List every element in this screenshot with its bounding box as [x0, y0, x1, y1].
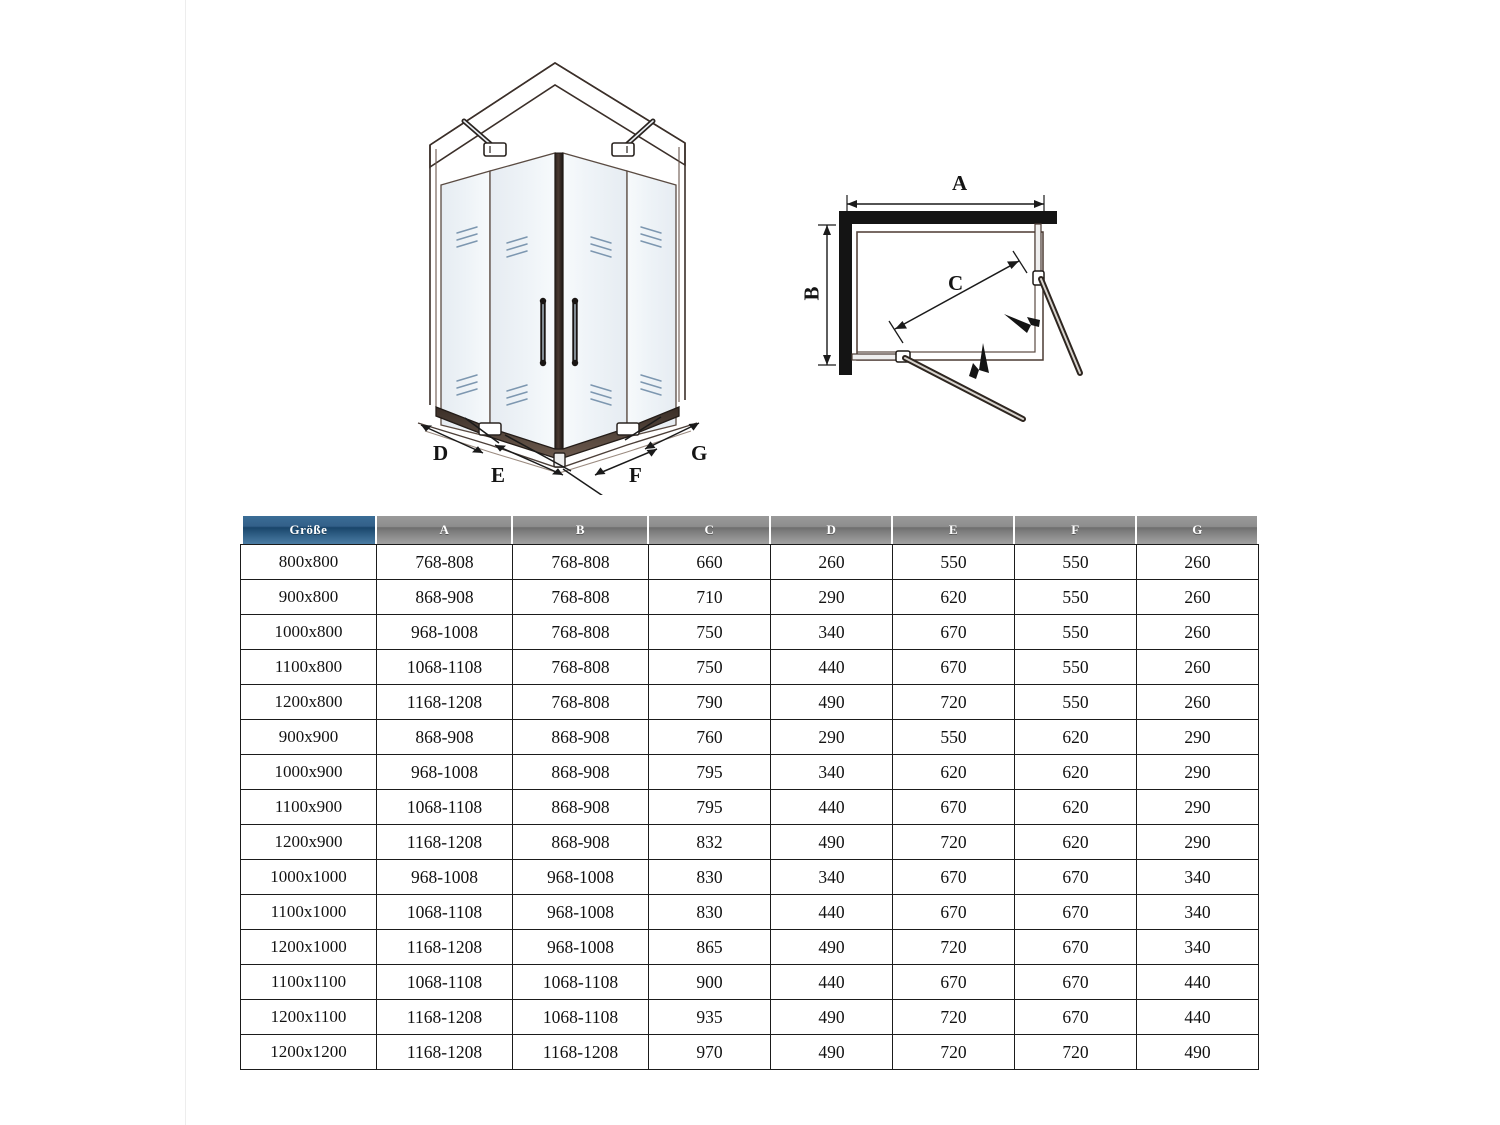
isometric-drawing	[395, 45, 755, 495]
cell-f: 620	[1015, 790, 1137, 825]
cell-g: 290	[1137, 825, 1259, 860]
cell-c: 760	[649, 720, 771, 755]
cell-g: 260	[1137, 650, 1259, 685]
cell-size: 900x800	[241, 580, 377, 615]
table-row	[241, 790, 1259, 825]
cell-size: 1000x800	[241, 615, 377, 650]
cell-d: 440	[771, 895, 893, 930]
cell-b: 868-908	[513, 755, 649, 790]
cell-b: 768-808	[513, 545, 649, 580]
table-header	[241, 516, 1259, 545]
cell-f: 670	[1015, 1000, 1137, 1035]
column-header-f: F	[1015, 516, 1137, 545]
cell-f: 670	[1015, 965, 1137, 1000]
cell-a: 1068-1108	[377, 965, 513, 1000]
cell-size: 1200x1000	[241, 930, 377, 965]
table-body	[241, 545, 1259, 1070]
cell-e: 720	[893, 825, 1015, 860]
cell-f: 550	[1015, 545, 1137, 580]
cell-e: 670	[893, 965, 1015, 1000]
cell-c: 900	[649, 965, 771, 1000]
plan-view-drawing	[795, 165, 1085, 450]
cell-g: 490	[1137, 1035, 1259, 1070]
fixed-panel-right	[1035, 224, 1041, 274]
cell-d: 340	[771, 755, 893, 790]
cell-e: 670	[893, 615, 1015, 650]
cell-d: 490	[771, 1000, 893, 1035]
cell-b: 768-808	[513, 580, 649, 615]
dimension-label-B: B	[799, 286, 824, 301]
cell-b: 868-908	[513, 720, 649, 755]
cell-e: 720	[893, 1035, 1015, 1070]
cell-e: 670	[893, 860, 1015, 895]
cell-b: 968-1008	[513, 895, 649, 930]
table-row	[241, 685, 1259, 720]
cell-f: 720	[1015, 1035, 1137, 1070]
table-row	[241, 755, 1259, 790]
dimension-label-A: A	[952, 171, 968, 195]
column-header-a: A	[377, 516, 513, 545]
door-handle-right[interactable]	[572, 298, 578, 366]
cell-g: 290	[1137, 755, 1259, 790]
cell-f: 620	[1015, 755, 1137, 790]
cell-d: 260	[771, 545, 893, 580]
cell-d: 490	[771, 685, 893, 720]
dimension-label-C: C	[948, 271, 964, 295]
dimension-label-G: G	[691, 441, 708, 465]
cell-g: 260	[1137, 545, 1259, 580]
cell-a: 1068-1108	[377, 790, 513, 825]
cell-size: 1100x1000	[241, 895, 377, 930]
cell-d: 340	[771, 860, 893, 895]
cell-a: 1168-1208	[377, 930, 513, 965]
cell-d: 290	[771, 580, 893, 615]
cell-a: 1168-1208	[377, 685, 513, 720]
cell-size: 1100x1100	[241, 965, 377, 1000]
cell-f: 670	[1015, 860, 1137, 895]
cell-b: 1068-1108	[513, 1000, 649, 1035]
cell-g: 340	[1137, 895, 1259, 930]
cell-c: 750	[649, 650, 771, 685]
door-handle-left[interactable]	[540, 298, 546, 366]
column-header-d: D	[771, 516, 893, 545]
cell-size: 1100x900	[241, 790, 377, 825]
cell-f: 550	[1015, 685, 1137, 720]
column-header-size: Größe	[241, 516, 377, 545]
size-specification-table	[240, 516, 1259, 1070]
cell-c: 832	[649, 825, 771, 860]
cell-c: 795	[649, 755, 771, 790]
table-row	[241, 1000, 1259, 1035]
cell-e: 620	[893, 755, 1015, 790]
dimension-label-D: D	[433, 441, 449, 465]
cell-e: 720	[893, 685, 1015, 720]
cell-c: 750	[649, 615, 771, 650]
cell-c: 970	[649, 1035, 771, 1070]
cell-size: 1100x800	[241, 650, 377, 685]
column-header-c: C	[649, 516, 771, 545]
cell-b: 768-808	[513, 650, 649, 685]
cell-size: 1200x900	[241, 825, 377, 860]
table-row	[241, 615, 1259, 650]
cell-e: 720	[893, 930, 1015, 965]
door-leaf-bottom-open[interactable]	[905, 358, 1023, 419]
cell-c: 935	[649, 1000, 771, 1035]
glass-panel-right-fixed	[627, 171, 676, 437]
cell-c: 830	[649, 860, 771, 895]
cell-g: 340	[1137, 930, 1259, 965]
table-row	[241, 1035, 1259, 1070]
table-header-row	[241, 516, 1259, 545]
cell-size: 1000x1000	[241, 860, 377, 895]
cell-e: 670	[893, 790, 1015, 825]
cell-g: 340	[1137, 860, 1259, 895]
cell-a: 1068-1108	[377, 895, 513, 930]
dimension-label-E: E	[491, 463, 506, 487]
cell-size: 800x800	[241, 545, 377, 580]
cell-size: 900x900	[241, 720, 377, 755]
cell-g: 260	[1137, 615, 1259, 650]
cell-b: 768-808	[513, 685, 649, 720]
cell-size: 1200x1100	[241, 1000, 377, 1035]
cell-b: 868-908	[513, 825, 649, 860]
table-row	[241, 580, 1259, 615]
column-header-b: B	[513, 516, 649, 545]
cell-size: 1200x800	[241, 685, 377, 720]
cell-d: 440	[771, 790, 893, 825]
cell-a: 1168-1208	[377, 1000, 513, 1035]
cell-b: 1168-1208	[513, 1035, 649, 1070]
cell-d: 490	[771, 825, 893, 860]
cell-a: 968-1008	[377, 860, 513, 895]
cell-g: 440	[1137, 1000, 1259, 1035]
hinge-bottom-left	[479, 423, 501, 435]
cell-g: 290	[1137, 720, 1259, 755]
table-row	[241, 825, 1259, 860]
cell-g: 440	[1137, 965, 1259, 1000]
cell-f: 550	[1015, 580, 1137, 615]
cell-f: 620	[1015, 825, 1137, 860]
cell-a: 968-1008	[377, 755, 513, 790]
cell-f: 550	[1015, 615, 1137, 650]
cell-f: 620	[1015, 720, 1137, 755]
cell-e: 720	[893, 1000, 1015, 1035]
cell-e: 550	[893, 720, 1015, 755]
table-row	[241, 720, 1259, 755]
cell-a: 1168-1208	[377, 825, 513, 860]
cell-b: 768-808	[513, 615, 649, 650]
wall-left	[839, 211, 852, 375]
cell-f: 670	[1015, 930, 1137, 965]
tray-outline	[857, 232, 1043, 360]
column-header-e: E	[893, 516, 1015, 545]
cell-b: 968-1008	[513, 860, 649, 895]
cell-e: 620	[893, 580, 1015, 615]
cell-b: 1068-1108	[513, 965, 649, 1000]
door-leaf-right-open[interactable]	[1041, 279, 1080, 373]
glass-panel-left-fixed	[441, 171, 490, 437]
cell-size: 1000x900	[241, 755, 377, 790]
cell-a: 1168-1208	[377, 1035, 513, 1070]
table-row	[241, 965, 1259, 1000]
cell-d: 340	[771, 615, 893, 650]
plan-view-svg	[795, 165, 1085, 450]
table-row	[241, 895, 1259, 930]
cell-a: 868-908	[377, 580, 513, 615]
cell-c: 795	[649, 790, 771, 825]
table-row	[241, 545, 1259, 580]
cell-f: 550	[1015, 650, 1137, 685]
cell-d: 440	[771, 965, 893, 1000]
cell-f: 670	[1015, 895, 1137, 930]
technical-drawings-area	[0, 0, 1500, 500]
cell-e: 550	[893, 545, 1015, 580]
cell-c: 710	[649, 580, 771, 615]
cell-g: 260	[1137, 685, 1259, 720]
cell-b: 968-1008	[513, 930, 649, 965]
isometric-drawing-svg	[395, 45, 755, 495]
corner-post	[555, 153, 563, 459]
cell-c: 790	[649, 685, 771, 720]
cell-g: 290	[1137, 790, 1259, 825]
cell-d: 290	[771, 720, 893, 755]
table-row	[241, 930, 1259, 965]
cell-size: 1200x1200	[241, 1035, 377, 1070]
cell-d: 490	[771, 1035, 893, 1070]
fixed-panel-bottom	[852, 354, 902, 360]
dimension-A	[847, 195, 1044, 213]
cell-a: 968-1008	[377, 615, 513, 650]
cell-c: 830	[649, 895, 771, 930]
cell-c: 660	[649, 545, 771, 580]
enclosure-top-rail	[430, 63, 685, 167]
table-row	[241, 860, 1259, 895]
column-header-g: G	[1137, 516, 1259, 545]
cell-g: 260	[1137, 580, 1259, 615]
cell-d: 440	[771, 650, 893, 685]
cell-a: 868-908	[377, 720, 513, 755]
cell-d: 490	[771, 930, 893, 965]
cell-c: 865	[649, 930, 771, 965]
enclosure-body	[418, 63, 697, 473]
spec-table-container	[240, 516, 1258, 1070]
dimension-label-F: F	[629, 463, 642, 487]
cell-a: 768-808	[377, 545, 513, 580]
cell-e: 670	[893, 650, 1015, 685]
cell-a: 1068-1108	[377, 650, 513, 685]
cell-b: 868-908	[513, 790, 649, 825]
table-row	[241, 650, 1259, 685]
cell-e: 670	[893, 895, 1015, 930]
wall-top	[839, 211, 1057, 224]
